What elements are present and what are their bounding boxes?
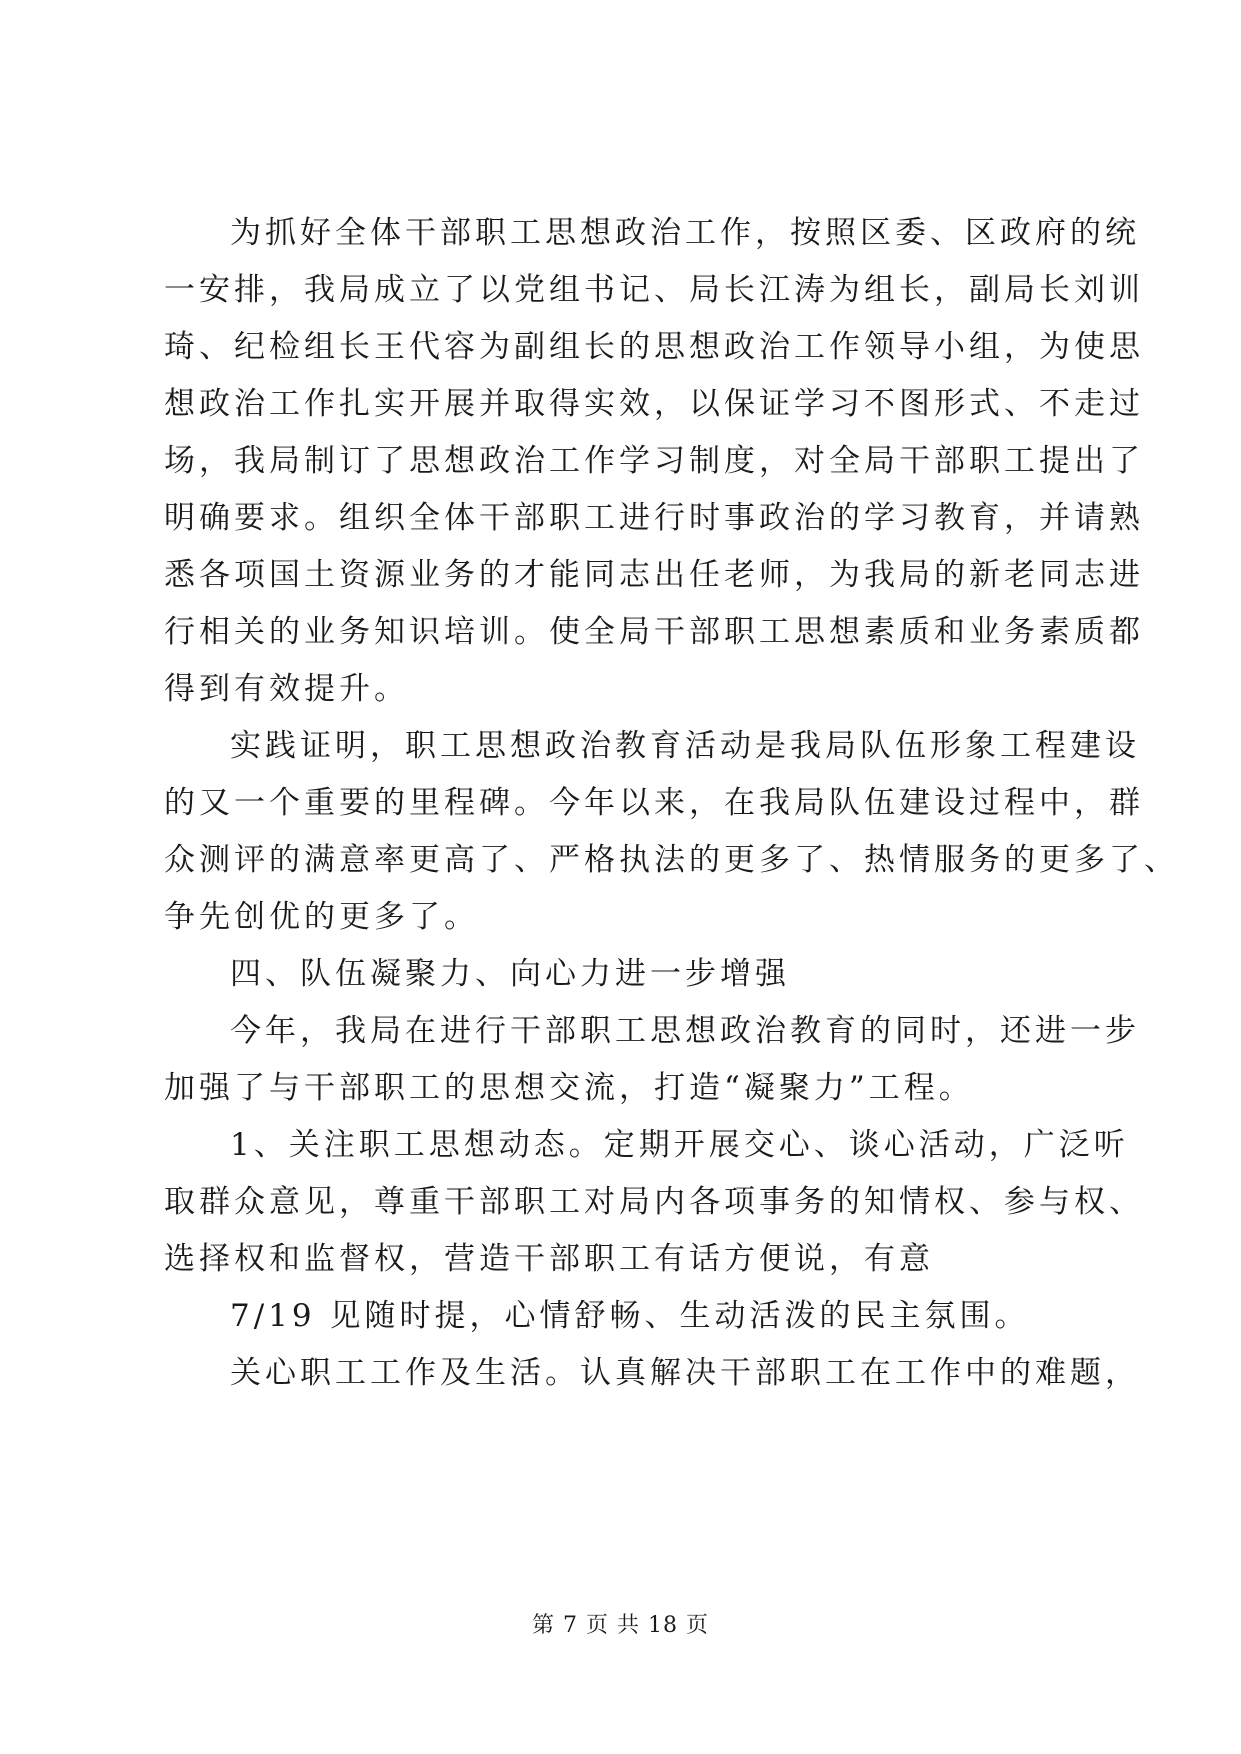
paragraph-line: 取群众意见，尊重干部职工对局内各项事务的知情权、参与权、 [164, 1184, 1144, 1220]
paragraph-line: 一安排，我局成立了以党组书记、局长江涛为组长，副局长刘训 [164, 272, 1144, 308]
paragraph-line: 为抓好全体干部职工思想政治工作，按照区委、区政府的统 [230, 215, 1140, 251]
paragraph-line: 选择权和监督权，营造干部职工有话方便说，有意 [164, 1241, 934, 1277]
paragraph-line: 的又一个重要的里程碑。今年以来，在我局队伍建设过程中，群 [164, 785, 1144, 821]
paragraph-line: 场，我局制订了思想政治工作学习制度，对全局干部职工提出了 [164, 443, 1144, 479]
page-number-footer: 第 7 页 共 18 页 [532, 1613, 709, 1638]
section-heading: 四、队伍凝聚力、向心力进一步增强 [230, 956, 790, 992]
paragraph-line: 实践证明，职工思想政治教育活动是我局队伍形象工程建设 [230, 728, 1140, 764]
paragraph-line: 悉各项国土资源业务的才能同志出任老师，为我局的新老同志进 [164, 557, 1144, 593]
paragraph-line: 今年，我局在进行干部职工思想政治教育的同时，还进一步 [230, 1013, 1140, 1049]
paragraph-line: 琦、纪检组长王代容为副组长的思想政治工作领导小组，为使思 [164, 329, 1144, 365]
paragraph-line: 争先创优的更多了。 [164, 899, 479, 935]
paragraph-line: 7/19 见随时提，心情舒畅、生动活泼的民主氛围。 [230, 1298, 1030, 1334]
paragraph-line: 明确要求。组织全体干部职工进行时事政治的学习教育，并请熟 [164, 500, 1144, 536]
paragraph-line: 1、关注职工思想动态。定期开展交心、谈心活动，广泛听 [230, 1127, 1129, 1163]
paragraph-line: 加强了与干部职工的思想交流，打造“凝聚力”工程。 [164, 1070, 974, 1106]
paragraph-line: 得到有效提升。 [164, 671, 409, 707]
paragraph-line: 想政治工作扎实开展并取得实效，以保证学习不图形式、不走过 [164, 386, 1144, 422]
paragraph-line: 关心职工工作及生活。认真解决干部职工在工作中的难题， [230, 1355, 1140, 1391]
paragraph-line: 众测评的满意率更高了、严格执法的更多了、热情服务的更多了、 [164, 842, 1179, 878]
paragraph-line: 行相关的业务知识培训。使全局干部职工思想素质和业务素质都 [164, 614, 1144, 650]
